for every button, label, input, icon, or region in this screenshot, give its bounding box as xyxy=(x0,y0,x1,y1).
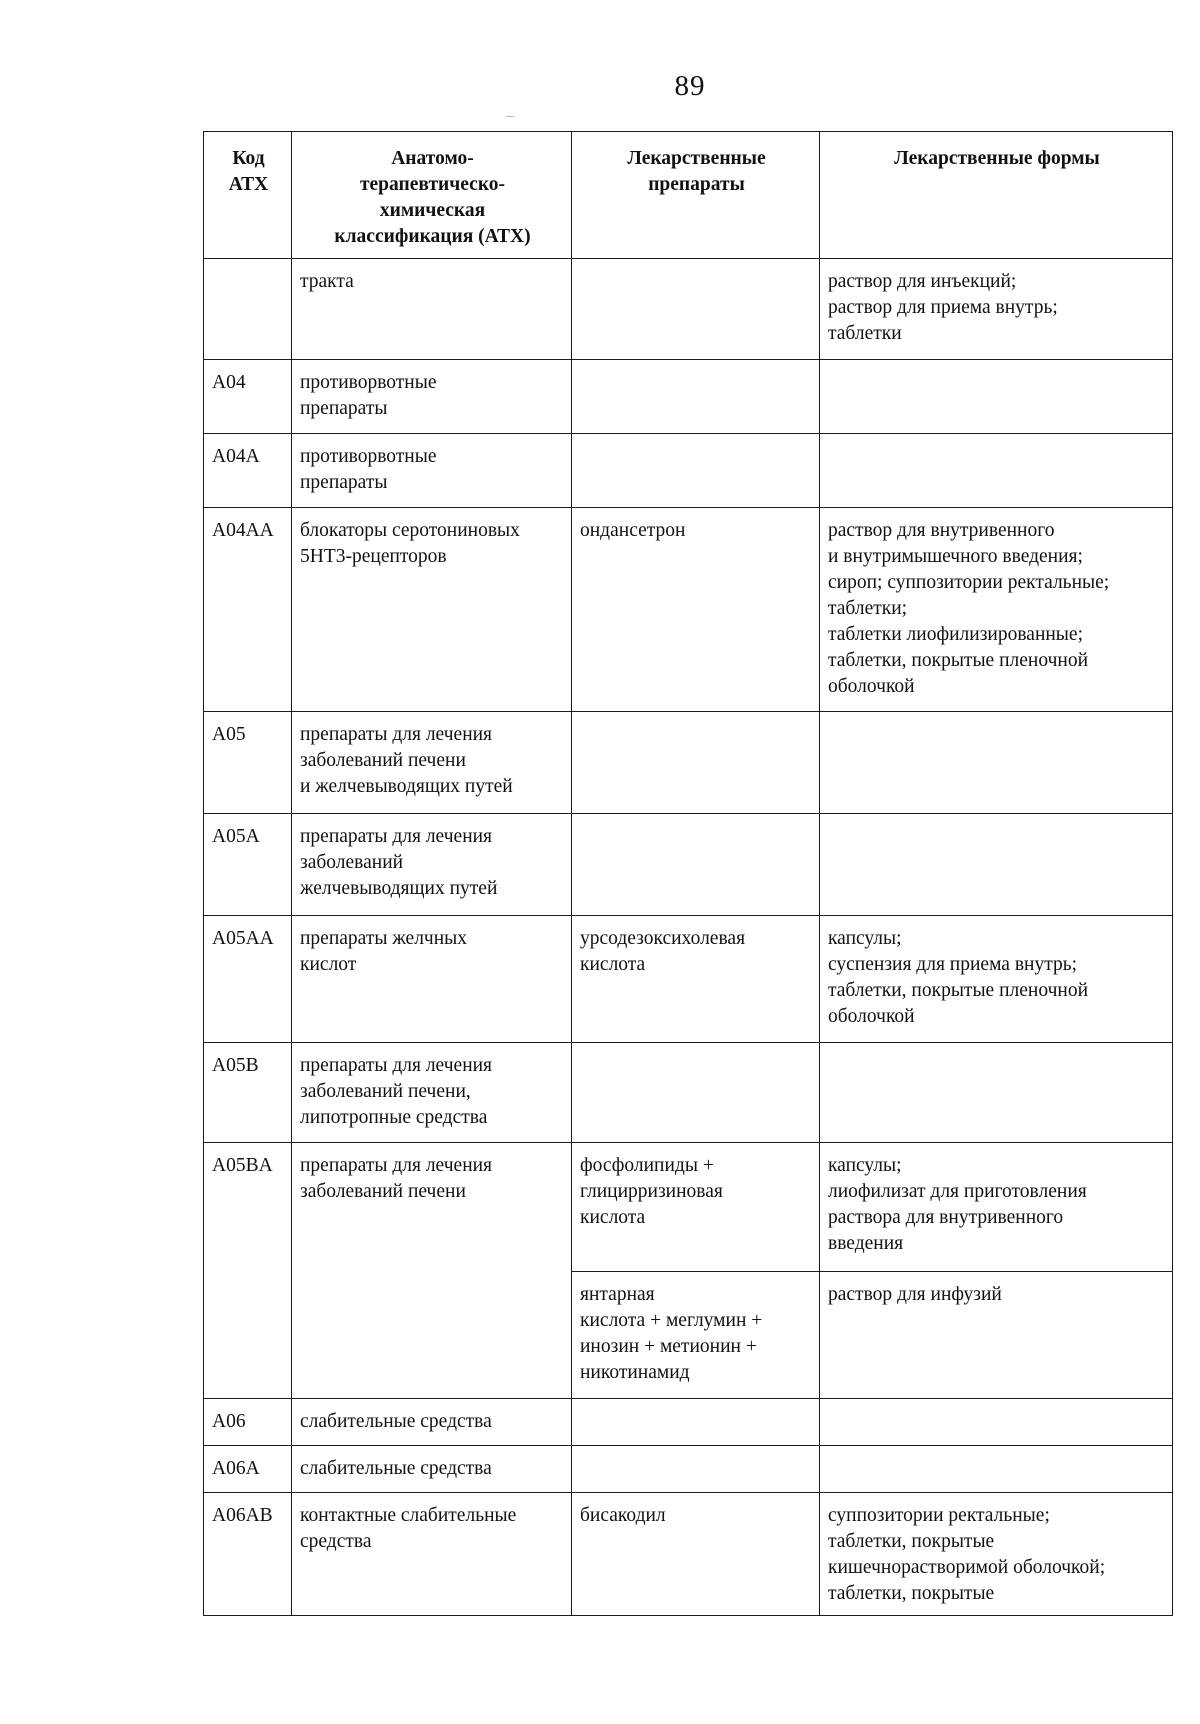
header-code: Код АТХ xyxy=(204,132,292,259)
cell-drugs xyxy=(572,814,820,916)
cell-drugs: янтарная кислота + меглумин + инозин + метионин + никотинамид xyxy=(572,1272,820,1399)
cell-drugs xyxy=(572,712,820,814)
cell-code: A05BA xyxy=(204,1143,292,1399)
cell-classification: контактные слабительные средства xyxy=(292,1493,572,1616)
table-row xyxy=(204,360,1173,434)
cell-code: A05A xyxy=(204,814,292,916)
cell-forms xyxy=(820,712,1173,814)
cell-forms: суппозитории ректальные; таблетки, покрытые кишечнорастворимой оболочкой; таблетки, покрытые xyxy=(820,1493,1173,1616)
cell-forms: раствор для инъекций; раствор для приема внутрь; таблетки xyxy=(820,259,1173,360)
cell-drugs xyxy=(572,1043,820,1143)
cell-classification: препараты для лечения заболеваний желчевыводящих путей xyxy=(292,814,572,916)
cell-classification: противорвотные препараты xyxy=(292,360,572,434)
cell-code: A06 xyxy=(204,1399,292,1446)
cell-code: A04AA xyxy=(204,508,292,712)
cell-code: A04 xyxy=(204,360,292,434)
cell-classification: слабительные средства xyxy=(292,1399,572,1446)
header-forms: Лекарственные формы xyxy=(820,132,1173,259)
cell-drugs: фосфолипиды + глицирризиновая кислота xyxy=(572,1143,820,1272)
cell-forms xyxy=(820,1446,1173,1493)
table-row xyxy=(204,814,1173,916)
cell-code: A06A xyxy=(204,1446,292,1493)
cell-forms: раствор для внутривенного и внутримышечного введения; сироп; суппозитории ректальные; таблетки; таблетки лиофилизированные; таблетки, покрытые пленочной оболочкой xyxy=(820,508,1173,712)
cell-forms xyxy=(820,1043,1173,1143)
cell-classification: препараты для лечения заболеваний печени и желчевыводящих путей xyxy=(292,712,572,814)
cell-drugs xyxy=(572,259,820,360)
cell-code: A05B xyxy=(204,1043,292,1143)
table-row xyxy=(204,1493,1173,1616)
cell-forms xyxy=(820,1399,1173,1446)
header-classification: Анатомо- терапевтическо- химическая классификация (АТХ) xyxy=(292,132,572,259)
table-row xyxy=(204,434,1173,508)
table-row xyxy=(204,1143,1173,1272)
cell-classification: слабительные средства xyxy=(292,1446,572,1493)
cell-drugs xyxy=(572,360,820,434)
cell-code xyxy=(204,259,292,360)
page-number: 89 xyxy=(674,70,706,102)
cell-drugs: ондансетрон xyxy=(572,508,820,712)
cell-classification: препараты желчных кислот xyxy=(292,916,572,1043)
cell-forms xyxy=(820,360,1173,434)
table-row xyxy=(204,1446,1173,1493)
cell-drugs xyxy=(572,1446,820,1493)
atc-table xyxy=(203,131,1173,1616)
header-drugs: Лекарственные препараты xyxy=(572,132,820,259)
table-row xyxy=(204,712,1173,814)
cell-forms: капсулы; лиофилизат для приготовления раствора для внутривенного введения xyxy=(820,1143,1173,1272)
table-row xyxy=(204,508,1173,712)
cell-forms xyxy=(820,814,1173,916)
cell-classification: препараты для лечения заболеваний печени, липотропные средства xyxy=(292,1043,572,1143)
cell-code: A05 xyxy=(204,712,292,814)
cell-drugs: урсодезоксихолевая кислота xyxy=(572,916,820,1043)
cell-forms: капсулы; суспензия для приема внутрь; таблетки, покрытые пленочной оболочкой xyxy=(820,916,1173,1043)
table-row xyxy=(204,259,1173,360)
cell-code: A06AB xyxy=(204,1493,292,1616)
cell-forms xyxy=(820,434,1173,508)
table-header-row xyxy=(204,132,1173,259)
cell-code: A04A xyxy=(204,434,292,508)
cell-classification: тракта xyxy=(292,259,572,360)
cell-drugs: бисакодил xyxy=(572,1493,820,1616)
cell-classification: препараты для лечения заболеваний печени xyxy=(292,1143,572,1399)
cell-classification: блокаторы серотониновых 5HT3-рецепторов xyxy=(292,508,572,712)
cell-classification: противорвотные препараты xyxy=(292,434,572,508)
table-row xyxy=(204,1043,1173,1143)
cell-drugs xyxy=(572,1399,820,1446)
table-row xyxy=(204,916,1173,1043)
scan-mark xyxy=(506,116,514,117)
cell-forms: раствор для инфузий xyxy=(820,1272,1173,1399)
cell-drugs xyxy=(572,434,820,508)
cell-code: A05AA xyxy=(204,916,292,1043)
table-row xyxy=(204,1399,1173,1446)
